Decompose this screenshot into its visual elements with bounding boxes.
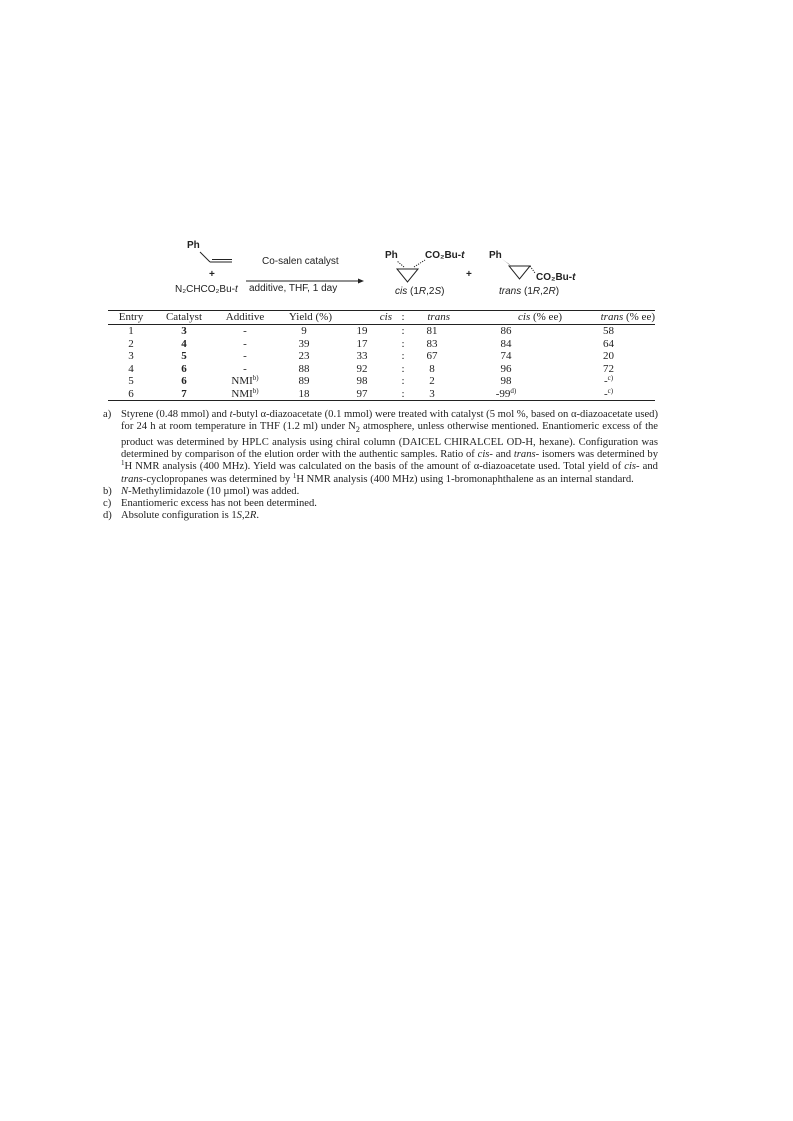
cell-cis-ratio: 19: [356, 325, 368, 337]
trans-ester-label: CO₂Bu-t: [536, 272, 576, 283]
header-cis-ratio: cis: [332, 311, 392, 325]
cell-yield: 39: [298, 337, 310, 350]
cis-ph-label: Ph: [385, 250, 398, 261]
cell-additive: -: [243, 325, 247, 337]
cell-cis-ee: 98: [500, 375, 512, 387]
cell-additive: NMI$^{b)}$: [231, 374, 259, 387]
cell-additive: NMI$^{b)}$: [214, 388, 276, 401]
table-footnotes: [103, 409, 658, 523]
table-header-row: [108, 311, 655, 325]
trans-cyclopropane-ring: [509, 266, 530, 279]
cell-entry: 4: [128, 362, 134, 375]
cell-ratio-colon: :: [392, 388, 414, 401]
cell-entry: 6: [108, 388, 154, 401]
table-row: [108, 350, 655, 363]
footnote-b-text: N-Methylimidazole (10 µmol) was added.: [121, 485, 300, 497]
footnote-d-text: Absolute configuration is 1S,2R.: [121, 510, 260, 522]
cell-trans-ratio: 8: [429, 362, 435, 375]
cell-cis-ee: -99$^{d)}$: [450, 388, 562, 401]
table-row: [108, 375, 655, 388]
cell-yield: 18: [276, 388, 332, 401]
table-row: [108, 338, 655, 351]
cis-ester-hashed-bond: [414, 260, 425, 267]
arrow-condition-label: additive, THF, 1 day: [249, 283, 338, 294]
cis-cyclopropane-ring: [397, 269, 418, 282]
cell-catalyst: 6: [181, 375, 187, 387]
cell-trans-ratio: 3: [414, 388, 450, 401]
cell-ratio-colon: :: [401, 375, 405, 387]
cell-entry: 1: [128, 325, 134, 337]
cell-catalyst: 6: [181, 362, 187, 375]
plus-sign-reactants: +: [209, 269, 215, 280]
results-table: [108, 310, 655, 401]
header-cis-ee: cis (% ee): [450, 311, 562, 325]
cell-catalyst: 7: [154, 388, 214, 401]
cell-cis-ee: 84: [500, 337, 512, 350]
arrow-reagent-label: Co-salen catalyst: [262, 256, 339, 267]
cell-additive: -: [243, 362, 247, 375]
cell-trans-ratio: 83: [426, 337, 438, 350]
cell-yield: 9: [301, 325, 307, 337]
cell-ratio-colon: :: [401, 325, 405, 337]
table-row: [108, 363, 655, 376]
footnote-b: [103, 486, 658, 498]
reaction-scheme: [0, 0, 793, 310]
cell-trans-ee: 58: [603, 325, 614, 337]
footnote-c-text: Enantiomeric excess has not been determined.: [121, 498, 317, 510]
trans-ph-wedge-bond: [502, 259, 511, 266]
footnote-c: [103, 498, 658, 510]
cis-product-label: cis (1R,2S): [395, 286, 445, 297]
footnote-d-label: d): [103, 510, 112, 522]
header-trans-ee: trans (% ee): [562, 311, 655, 325]
footnote-a-text: Styrene (0.48 mmol) and t-butyl α-diazoacetate (0.1 mmol) were treated with catalyst (5 mol %, based on α-diazoacetate used) for 24 h at room temperature in THF (1.2 ml) under $N_2$ atmosphere, unless otherwise mentioned. Enantiomeric excess of the product was determined by HPLC analysis using chiral column (DAICEL CHIRALCEL OD-H, hexane). Configuration was determined by comparison of the elution order with the authentic samples. Ratio of cis- and trans- isomers was determined by $^1$H NMR analysis (400 MHz). Yield was calculated on the basis of the amount of α-diazoacetate used. Total yield of cis- and trans-cyclopropanes was determined by $^1$H NMR analysis (400 MHz) using 1-bromonaphthalene as an internal standard.: [121, 409, 659, 485]
cell-cis-ratio: 97: [332, 388, 392, 401]
trans-ester-hashed-bond: [530, 266, 535, 273]
cell-yield: 23: [298, 350, 310, 362]
cis-ph-hashed-bond: [397, 261, 404, 267]
header-entry: Entry: [108, 311, 154, 325]
cell-entry: 2: [128, 337, 134, 350]
footnote-a: [103, 409, 658, 486]
footnote-d: [103, 510, 658, 522]
cell-catalyst: 5: [181, 350, 187, 362]
cell-catalyst: 4: [181, 337, 187, 350]
plus-sign-products: +: [466, 269, 472, 280]
cell-trans-ee: 64: [603, 337, 614, 350]
scheme-drawing: [0, 0, 793, 310]
table-row: [108, 388, 655, 401]
styrene-ph-label: Ph: [187, 240, 200, 251]
cell-trans-ee: 72: [603, 362, 614, 375]
cell-yield: 89: [298, 375, 310, 387]
trans-ph-label: Ph: [489, 250, 502, 261]
header-trans-ratio: trans: [414, 311, 450, 325]
cell-cis-ee: 86: [500, 325, 512, 337]
cell-cis-ratio: 98: [356, 375, 368, 387]
cell-trans-ee: -$^{c)}$: [562, 388, 655, 401]
cell-cis-ratio: 92: [356, 362, 368, 375]
cell-cis-ratio: 33: [356, 350, 368, 362]
footnote-a-label: a): [103, 409, 112, 420]
cell-yield: 88: [298, 362, 310, 375]
footnote-c-label: c): [103, 498, 112, 510]
cell-catalyst: 3: [181, 325, 187, 337]
styrene-bond: [200, 252, 210, 262]
table-row: [108, 325, 655, 338]
cell-additive: -: [243, 350, 247, 362]
header-additive: Additive: [214, 311, 276, 325]
cell-additive: -: [243, 337, 247, 350]
cell-trans-ee: 20: [603, 350, 614, 362]
cell-trans-ee: -$^{c)}$: [603, 374, 614, 387]
cell-cis-ee: 96: [500, 362, 512, 375]
cell-trans-ratio: 81: [426, 325, 438, 337]
diazoacetate-formula: N₂CHCO₂Bu-t: [175, 284, 238, 295]
cell-cis-ee: 74: [500, 350, 512, 362]
header-catalyst: Catalyst: [154, 311, 214, 325]
cell-ratio-colon: :: [401, 350, 405, 362]
header-ratio-colon: :: [392, 311, 414, 325]
cell-ratio-colon: :: [401, 337, 405, 350]
cell-cis-ratio: 17: [356, 337, 368, 350]
cis-ester-label: CO₂Bu-t: [425, 250, 465, 261]
cell-trans-ratio: 67: [426, 350, 438, 362]
cell-ratio-colon: :: [401, 362, 405, 375]
cell-entry: 3: [128, 350, 134, 362]
table-body: [108, 325, 655, 401]
cell-trans-ratio: 2: [429, 375, 435, 387]
trans-product-label: trans (1R,2R): [499, 286, 560, 297]
reaction-arrow-head: [358, 279, 364, 284]
cell-entry: 5: [128, 375, 134, 387]
footnote-b-label: b): [103, 485, 112, 497]
header-yield: Yield (%): [276, 311, 332, 325]
